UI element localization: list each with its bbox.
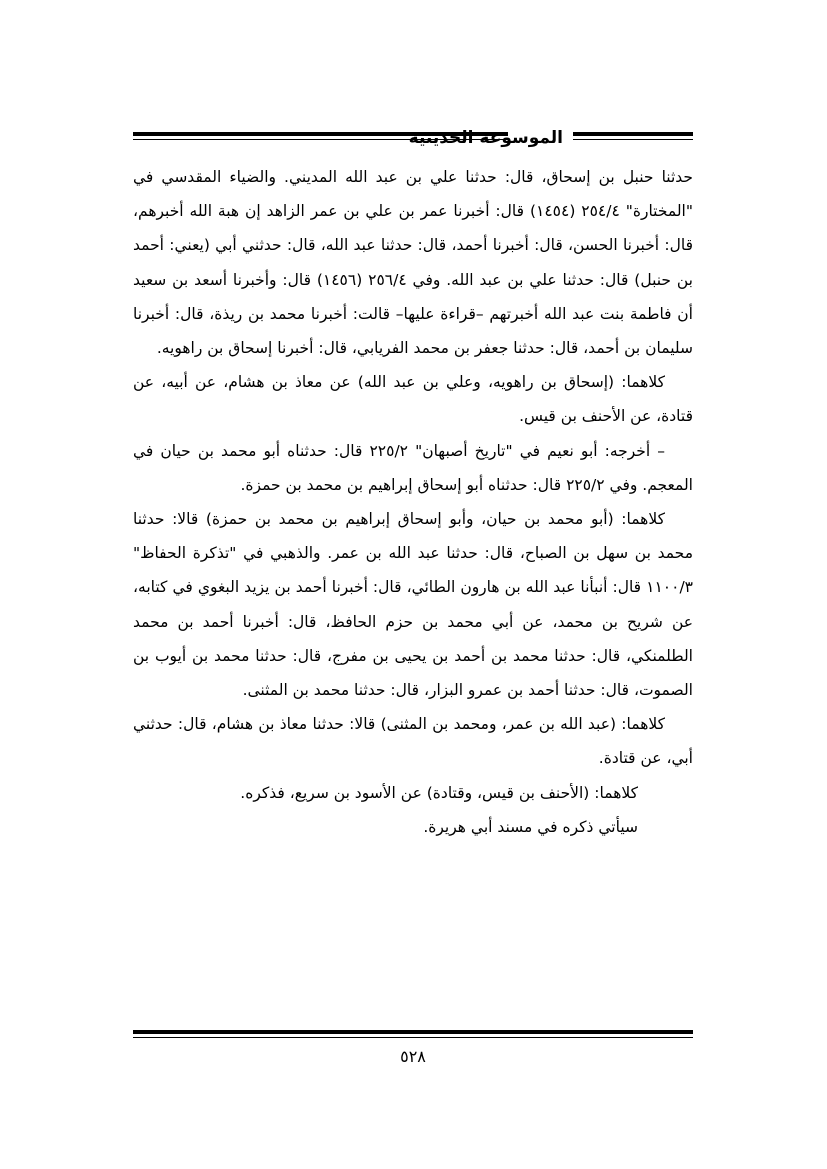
paragraph: كلاهما: (أبو محمد بن حيان، وأبو إسحاق إبراهيم بن محمد بن حمزة) قالا: حدثنا محمد بن سهل بن الصباح، قال: حدثنا عبد الله بن عمر. والذهبي في "تذكرة الحفاظ" ١١٠٠/٣ قال: أنبأنا عبد الله بن هارون الطائي، قال: أخبرنا أحمد بن يزيد البغوي في كتابه، عن شريح بن محمد، عن أبي محمد بن حزم الحافظ، قال: أخبرنا أحمد بن محمد الطلمنكي، قال: حدثنا محمد بن أحمد بن يحيى بن مفرج، قال: حدثنا محمد بن أيوب بن الصموت، قال: حدثنا أحمد بن عمرو البزار، قال: حدثنا محمد بن المثنى. [133, 510, 693, 700]
header-title: الموسوعة الحديثية [408, 128, 563, 148]
paragraph: حدثنا حنبل بن إسحاق، قال: حدثنا علي بن عبد الله المديني. والضياء المقدسي في "المختارة" ٢٥٤/٤ (١٤٥٤) قال: أخبرنا عمر بن علي بن عمر الزاهد إن هبة الله أخبرهم، قال: أخبرنا الحسن، قال: أخبرنا أحمد، قال: حدثنا عبد الله، قال: حدثني أبي (يعني: أحمد بن حنبل) قال: حدثنا علي بن عبد الله. وفي ٢٥٦/٤ (١٤٥٦) قال: وأخبرنا أسعد بن سعيد أن فاطمة بنت عبد الله أخبرتهم –قراءة عليها– قالت: أخبرنا محمد بن ريذة، قال: أخبرنا سليمان بن أحمد، قال: حدثنا جعفر بن محمد الفريابي، قال: أخبرنا إسحاق بن راهويه. [133, 168, 693, 358]
paragraph: سيأتي ذكره في مسند أبي هريرة. [423, 817, 638, 836]
header-rule-right-thin [573, 139, 693, 140]
paragraph: كلاهما: (عبد الله بن عمر، ومحمد بن المثنى) قالا: حدثنا معاذ بن هشام، قال: حدثني أبي، عن قتادة. [133, 715, 693, 768]
body-text [133, 160, 693, 844]
header-rule-left-thin [133, 139, 508, 140]
paragraph: – أخرجه: أبو نعيم في "تاريخ أصبهان" ٢٢٥/٢ قال: حدثناه أبو محمد بن حيان في المعجم. وفي ٢٢٥/٢ قال: حدثناه أبو إسحاق إبراهيم بن محمد بن حمزة. [133, 441, 693, 494]
paragraph: كلاهما: (إسحاق بن راهويه، وعلي بن عبد الله) عن معاذ بن هشام، عن أبيه، عن قتادة، عن الأحنف بن قيس. [133, 373, 693, 426]
paragraph: كلاهما: (الأحنف بن قيس، وقتادة) عن الأسود بن سريع، فذكره. [240, 783, 638, 802]
running-header [133, 124, 693, 156]
header-rule-right [573, 132, 693, 136]
header-rule-left [133, 132, 508, 136]
footer-rule [133, 1030, 693, 1034]
page-number: ٥٢٨ [400, 1047, 426, 1066]
footer-rule-thin [133, 1037, 693, 1038]
